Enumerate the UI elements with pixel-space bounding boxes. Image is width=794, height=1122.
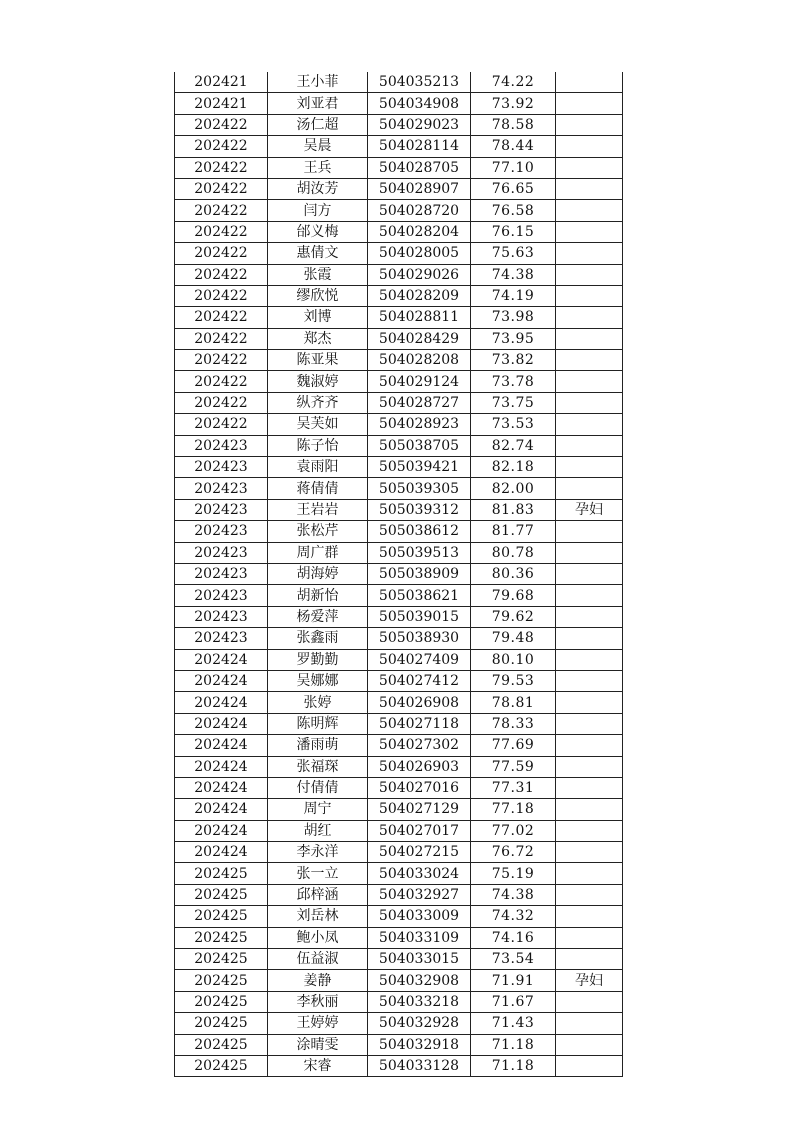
position-code-cell: 202424 — [175, 777, 268, 798]
table-row — [175, 991, 623, 1012]
candidate-name-cell: 蒋倩倩 — [268, 478, 368, 499]
note-cell — [556, 585, 623, 606]
exam-number-cell: 504028811 — [368, 307, 471, 328]
candidate-name-cell: 伍益淑 — [268, 949, 368, 970]
note-cell — [556, 949, 623, 970]
score-cell: 73.98 — [471, 307, 556, 328]
table-row — [175, 435, 623, 456]
exam-number-cell: 504027118 — [368, 713, 471, 734]
note-cell: 孕妇 — [556, 970, 623, 991]
position-code-cell: 202423 — [175, 585, 268, 606]
table-row — [175, 670, 623, 691]
score-cell: 82.00 — [471, 478, 556, 499]
position-code-cell: 202424 — [175, 670, 268, 691]
exam-number-cell: 504028923 — [368, 414, 471, 435]
exam-number-cell: 504029023 — [368, 114, 471, 135]
exam-number-cell: 504033109 — [368, 927, 471, 948]
table-row — [175, 735, 623, 756]
table-row — [175, 350, 623, 371]
candidate-name-cell: 吴晨 — [268, 136, 368, 157]
note-cell — [556, 1034, 623, 1055]
position-code-cell: 202424 — [175, 842, 268, 863]
note-cell — [556, 307, 623, 328]
position-code-cell: 202425 — [175, 884, 268, 905]
position-code-cell: 202422 — [175, 392, 268, 413]
table-row — [175, 478, 623, 499]
table-row — [175, 756, 623, 777]
exam-number-cell: 504026908 — [368, 692, 471, 713]
candidate-name-cell: 王兵 — [268, 157, 368, 178]
position-code-cell: 202422 — [175, 114, 268, 135]
table-row — [175, 178, 623, 199]
score-cell: 73.82 — [471, 350, 556, 371]
exam-number-cell: 504027412 — [368, 670, 471, 691]
score-cell: 80.10 — [471, 649, 556, 670]
score-cell: 73.75 — [471, 392, 556, 413]
score-cell: 80.78 — [471, 542, 556, 563]
exam-number-cell: 504029026 — [368, 264, 471, 285]
score-cell: 74.38 — [471, 264, 556, 285]
score-cell: 79.62 — [471, 606, 556, 627]
note-cell — [556, 350, 623, 371]
exam-number-cell: 505039513 — [368, 542, 471, 563]
position-code-cell: 202423 — [175, 542, 268, 563]
exam-number-cell: 504035213 — [368, 72, 471, 93]
table-row — [175, 285, 623, 306]
position-code-cell: 202422 — [175, 157, 268, 178]
candidate-name-cell: 涂晴雯 — [268, 1034, 368, 1055]
candidate-name-cell: 王婷婷 — [268, 1013, 368, 1034]
note-cell — [556, 777, 623, 798]
position-code-cell: 202422 — [175, 371, 268, 392]
position-code-cell: 202424 — [175, 692, 268, 713]
exam-number-cell: 504034908 — [368, 93, 471, 114]
candidate-name-cell: 刘博 — [268, 307, 368, 328]
candidate-name-cell: 胡红 — [268, 820, 368, 841]
score-cell: 75.63 — [471, 243, 556, 264]
score-cell: 76.65 — [471, 178, 556, 199]
exam-number-cell: 504027409 — [368, 649, 471, 670]
score-cell: 73.78 — [471, 371, 556, 392]
position-code-cell: 202425 — [175, 1034, 268, 1055]
position-code-cell: 202422 — [175, 200, 268, 221]
candidate-name-cell: 闫方 — [268, 200, 368, 221]
position-code-cell: 202425 — [175, 1013, 268, 1034]
candidate-name-cell: 缪欣悦 — [268, 285, 368, 306]
candidate-name-cell: 吴娜娜 — [268, 670, 368, 691]
position-code-cell: 202423 — [175, 457, 268, 478]
score-cell: 79.48 — [471, 628, 556, 649]
table-row — [175, 243, 623, 264]
table-row — [175, 136, 623, 157]
exam-number-cell: 504032908 — [368, 970, 471, 991]
note-cell — [556, 478, 623, 499]
table-row — [175, 93, 623, 114]
note-cell — [556, 328, 623, 349]
exam-number-cell: 504028114 — [368, 136, 471, 157]
table-row — [175, 264, 623, 285]
table-row — [175, 371, 623, 392]
exam-number-cell: 504028005 — [368, 243, 471, 264]
exam-number-cell: 504026903 — [368, 756, 471, 777]
exam-number-cell: 505038930 — [368, 628, 471, 649]
table-row — [175, 521, 623, 542]
candidate-name-cell: 刘岳林 — [268, 906, 368, 927]
candidate-name-cell: 纵齐齐 — [268, 392, 368, 413]
note-cell — [556, 542, 623, 563]
score-cell: 78.58 — [471, 114, 556, 135]
candidate-name-cell: 周广群 — [268, 542, 368, 563]
score-cell: 77.10 — [471, 157, 556, 178]
exam-number-cell: 504027017 — [368, 820, 471, 841]
score-cell: 71.67 — [471, 991, 556, 1012]
note-cell — [556, 991, 623, 1012]
candidate-name-cell: 张一立 — [268, 863, 368, 884]
note-cell — [556, 713, 623, 734]
table-row — [175, 585, 623, 606]
note-cell — [556, 72, 623, 93]
note-cell — [556, 820, 623, 841]
position-code-cell: 202423 — [175, 499, 268, 520]
exam-number-cell: 504027215 — [368, 842, 471, 863]
candidate-name-cell: 王小菲 — [268, 72, 368, 93]
exam-number-cell: 504028907 — [368, 178, 471, 199]
candidate-name-cell: 杨爱萍 — [268, 606, 368, 627]
table-row — [175, 628, 623, 649]
score-cell: 77.59 — [471, 756, 556, 777]
table-row — [175, 799, 623, 820]
score-cell: 71.43 — [471, 1013, 556, 1034]
exam-number-cell: 504028429 — [368, 328, 471, 349]
score-cell: 71.91 — [471, 970, 556, 991]
score-cell: 80.36 — [471, 563, 556, 584]
score-cell: 73.54 — [471, 949, 556, 970]
exam-number-cell: 504033128 — [368, 1055, 471, 1076]
exam-number-cell: 505039421 — [368, 457, 471, 478]
exam-number-cell: 505039312 — [368, 499, 471, 520]
note-cell — [556, 927, 623, 948]
note-cell — [556, 670, 623, 691]
note-cell — [556, 221, 623, 242]
note-cell — [556, 136, 623, 157]
score-cell: 78.33 — [471, 713, 556, 734]
score-cell: 77.02 — [471, 820, 556, 841]
note-cell — [556, 1055, 623, 1076]
score-cell: 79.53 — [471, 670, 556, 691]
score-cell: 75.19 — [471, 863, 556, 884]
note-cell — [556, 692, 623, 713]
position-code-cell: 202424 — [175, 649, 268, 670]
table-row — [175, 927, 623, 948]
candidate-name-cell: 吴芙如 — [268, 414, 368, 435]
table-row — [175, 949, 623, 970]
score-cell: 78.44 — [471, 136, 556, 157]
note-cell — [556, 884, 623, 905]
table-row — [175, 542, 623, 563]
exam-number-cell: 505038621 — [368, 585, 471, 606]
score-cell: 73.53 — [471, 414, 556, 435]
note-cell — [556, 735, 623, 756]
position-code-cell: 202425 — [175, 1055, 268, 1076]
table-row — [175, 713, 623, 734]
note-cell — [556, 414, 623, 435]
score-cell: 81.83 — [471, 499, 556, 520]
position-code-cell: 202423 — [175, 606, 268, 627]
exam-number-cell: 504028209 — [368, 285, 471, 306]
candidate-name-cell: 张霞 — [268, 264, 368, 285]
candidate-name-cell: 陈亚果 — [268, 350, 368, 371]
position-code-cell: 202424 — [175, 735, 268, 756]
table-row — [175, 563, 623, 584]
candidate-name-cell: 罗勤勤 — [268, 649, 368, 670]
table-row — [175, 606, 623, 627]
table-row — [175, 777, 623, 798]
exam-number-cell: 504028204 — [368, 221, 471, 242]
score-cell: 77.18 — [471, 799, 556, 820]
note-cell — [556, 93, 623, 114]
position-code-cell: 202424 — [175, 820, 268, 841]
position-code-cell: 202425 — [175, 991, 268, 1012]
table-row — [175, 221, 623, 242]
table-row — [175, 863, 623, 884]
candidate-name-cell: 汤仁超 — [268, 114, 368, 135]
score-cell: 73.92 — [471, 93, 556, 114]
exam-number-cell: 504028720 — [368, 200, 471, 221]
table-row — [175, 820, 623, 841]
candidate-name-cell: 张鑫雨 — [268, 628, 368, 649]
position-code-cell: 202422 — [175, 328, 268, 349]
exam-number-cell: 505038705 — [368, 435, 471, 456]
position-code-cell: 202425 — [175, 927, 268, 948]
note-cell — [556, 264, 623, 285]
score-cell: 73.95 — [471, 328, 556, 349]
table-row — [175, 1013, 623, 1034]
candidate-name-cell: 袁雨阳 — [268, 457, 368, 478]
note-cell — [556, 435, 623, 456]
candidate-name-cell: 胡海婷 — [268, 563, 368, 584]
candidate-name-cell: 付倩倩 — [268, 777, 368, 798]
exam-number-cell: 505039015 — [368, 606, 471, 627]
position-code-cell: 202423 — [175, 478, 268, 499]
table-row — [175, 692, 623, 713]
note-cell — [556, 756, 623, 777]
score-cell: 82.18 — [471, 457, 556, 478]
candidate-name-cell: 宋睿 — [268, 1055, 368, 1076]
candidate-name-cell: 邰义梅 — [268, 221, 368, 242]
note-cell — [556, 521, 623, 542]
score-cell: 81.77 — [471, 521, 556, 542]
note-cell — [556, 200, 623, 221]
position-code-cell: 202423 — [175, 563, 268, 584]
note-cell — [556, 157, 623, 178]
exam-number-cell: 504028208 — [368, 350, 471, 371]
candidate-name-cell: 鲍小凤 — [268, 927, 368, 948]
exam-number-cell: 504028705 — [368, 157, 471, 178]
exam-number-cell: 504029124 — [368, 371, 471, 392]
note-cell — [556, 906, 623, 927]
position-code-cell: 202425 — [175, 949, 268, 970]
position-code-cell: 202424 — [175, 756, 268, 777]
candidate-name-cell: 周宁 — [268, 799, 368, 820]
position-code-cell: 202424 — [175, 713, 268, 734]
note-cell — [556, 243, 623, 264]
score-table — [174, 72, 623, 1077]
exam-number-cell: 505038909 — [368, 563, 471, 584]
position-code-cell: 202423 — [175, 435, 268, 456]
note-cell — [556, 371, 623, 392]
score-cell: 71.18 — [471, 1034, 556, 1055]
position-code-cell: 202423 — [175, 628, 268, 649]
candidate-name-cell: 王岩岩 — [268, 499, 368, 520]
position-code-cell: 202421 — [175, 72, 268, 93]
candidate-name-cell: 张福琛 — [268, 756, 368, 777]
candidate-name-cell: 郑杰 — [268, 328, 368, 349]
position-code-cell: 202422 — [175, 243, 268, 264]
exam-number-cell: 504033015 — [368, 949, 471, 970]
exam-number-cell: 504027302 — [368, 735, 471, 756]
score-cell: 77.31 — [471, 777, 556, 798]
candidate-name-cell: 胡新怡 — [268, 585, 368, 606]
note-cell — [556, 628, 623, 649]
note-cell — [556, 457, 623, 478]
candidate-name-cell: 陈子怡 — [268, 435, 368, 456]
candidate-name-cell: 邱梓涵 — [268, 884, 368, 905]
position-code-cell: 202421 — [175, 93, 268, 114]
score-cell: 76.15 — [471, 221, 556, 242]
note-cell — [556, 285, 623, 306]
table-row — [175, 328, 623, 349]
exam-number-cell: 504033218 — [368, 991, 471, 1012]
exam-number-cell: 504032928 — [368, 1013, 471, 1034]
candidate-name-cell: 胡汝芳 — [268, 178, 368, 199]
candidate-name-cell: 刘亚君 — [268, 93, 368, 114]
note-cell — [556, 114, 623, 135]
exam-number-cell: 504033024 — [368, 863, 471, 884]
candidate-name-cell: 惠倩文 — [268, 243, 368, 264]
score-cell: 82.74 — [471, 435, 556, 456]
position-code-cell: 202422 — [175, 414, 268, 435]
note-cell — [556, 863, 623, 884]
table-row — [175, 1034, 623, 1055]
position-code-cell: 202424 — [175, 799, 268, 820]
position-code-cell: 202422 — [175, 264, 268, 285]
position-code-cell: 202422 — [175, 221, 268, 242]
position-code-cell: 202422 — [175, 285, 268, 306]
position-code-cell: 202425 — [175, 906, 268, 927]
candidate-name-cell: 李秋丽 — [268, 991, 368, 1012]
table-row — [175, 392, 623, 413]
score-cell: 71.18 — [471, 1055, 556, 1076]
note-cell: 孕妇 — [556, 499, 623, 520]
table-row — [175, 1055, 623, 1076]
note-cell — [556, 563, 623, 584]
score-cell: 78.81 — [471, 692, 556, 713]
exam-number-cell: 504032927 — [368, 884, 471, 905]
exam-number-cell: 504028727 — [368, 392, 471, 413]
table-row — [175, 157, 623, 178]
table-row — [175, 414, 623, 435]
note-cell — [556, 649, 623, 670]
position-code-cell: 202422 — [175, 136, 268, 157]
exam-number-cell: 504032918 — [368, 1034, 471, 1055]
candidate-name-cell: 姜静 — [268, 970, 368, 991]
table-row — [175, 649, 623, 670]
position-code-cell: 202422 — [175, 307, 268, 328]
table-row — [175, 906, 623, 927]
table-row — [175, 200, 623, 221]
score-cell: 76.58 — [471, 200, 556, 221]
candidate-name-cell: 魏淑婷 — [268, 371, 368, 392]
table-row — [175, 457, 623, 478]
score-cell: 77.69 — [471, 735, 556, 756]
exam-number-cell: 505039305 — [368, 478, 471, 499]
note-cell — [556, 1013, 623, 1034]
note-cell — [556, 606, 623, 627]
exam-number-cell: 505038612 — [368, 521, 471, 542]
table-row — [175, 970, 623, 991]
score-cell: 74.32 — [471, 906, 556, 927]
score-cell: 76.72 — [471, 842, 556, 863]
candidate-name-cell: 李永洋 — [268, 842, 368, 863]
table-row — [175, 307, 623, 328]
position-code-cell: 202422 — [175, 350, 268, 371]
score-cell: 79.68 — [471, 585, 556, 606]
position-code-cell: 202425 — [175, 970, 268, 991]
table-row — [175, 499, 623, 520]
exam-number-cell: 504027129 — [368, 799, 471, 820]
position-code-cell: 202425 — [175, 863, 268, 884]
score-cell: 74.22 — [471, 72, 556, 93]
table-row — [175, 72, 623, 93]
note-cell — [556, 842, 623, 863]
table-row — [175, 114, 623, 135]
candidate-name-cell: 潘雨萌 — [268, 735, 368, 756]
candidate-name-cell: 张松芹 — [268, 521, 368, 542]
score-cell: 74.19 — [471, 285, 556, 306]
note-cell — [556, 392, 623, 413]
position-code-cell: 202423 — [175, 521, 268, 542]
note-cell — [556, 178, 623, 199]
table-row — [175, 884, 623, 905]
candidate-name-cell: 陈明辉 — [268, 713, 368, 734]
exam-number-cell: 504033009 — [368, 906, 471, 927]
table-body — [175, 72, 623, 1077]
exam-number-cell: 504027016 — [368, 777, 471, 798]
score-cell: 74.16 — [471, 927, 556, 948]
note-cell — [556, 799, 623, 820]
score-cell: 74.38 — [471, 884, 556, 905]
candidate-name-cell: 张婷 — [268, 692, 368, 713]
table-row — [175, 842, 623, 863]
position-code-cell: 202422 — [175, 178, 268, 199]
